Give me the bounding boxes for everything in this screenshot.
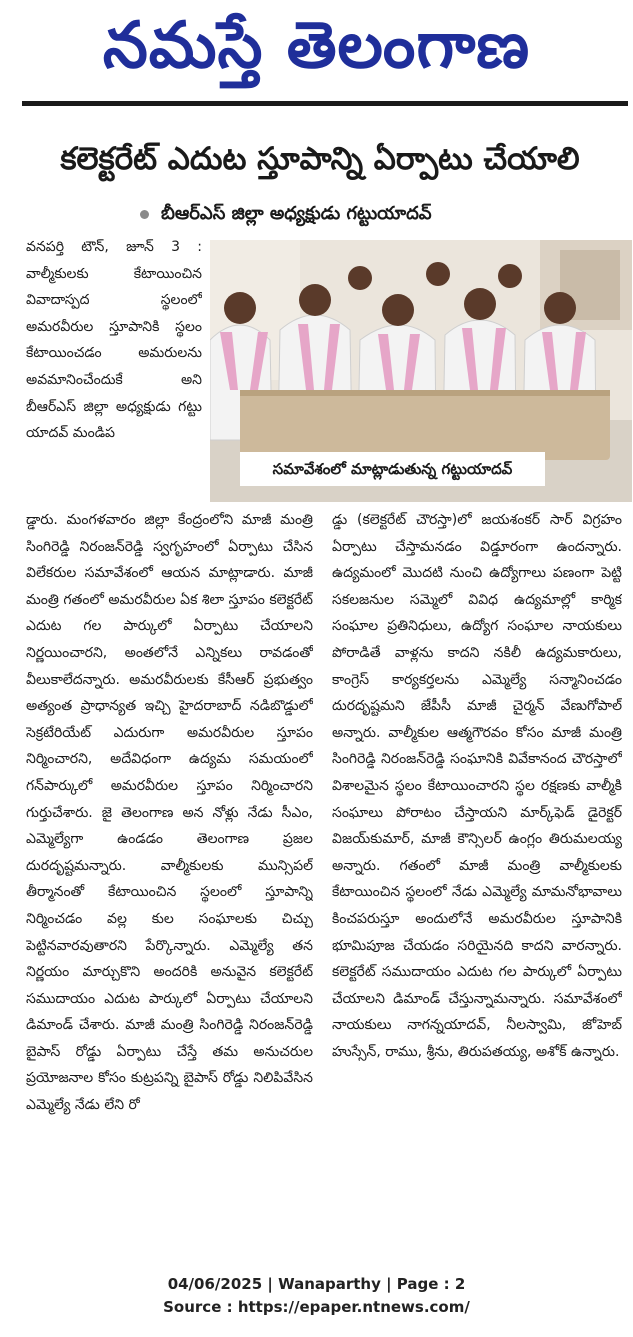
subhead-text: బీఆర్ఎస్ జిల్లా అధ్యక్షుడు గట్టుయాదవ్ xyxy=(161,203,432,224)
footer-source: Source : https://epaper.ntnews.com/ xyxy=(163,1298,470,1316)
footer-edition-info: 04/06/2025 | Wanaparthy | Page : 2 xyxy=(167,1275,466,1293)
article-column-left: డ్డారు. మంగళవారం జిల్లా కేంద్రంలోని మాజీ మంత్రి సింగిరెడ్డి నిరంజన్‌రెడ్డి స్వగృహంలో ఏర్పాటు చేసిన విలేకరుల సమావేశంలో ఆయన మాట్లాడారు. మాజీ మంత్రి గతంలో అమరవీరుల ఏక శిలా స్తూపం కలెక్టరేట్ ఎదుట గల పార్కులో ఏర్పాటు చేయాలని నిర్ణయించారని, అంతలోనే ఎన్నికలు రావడంతో వీలుకాలేదన్నారు. అమరవీరులకు కేసీఆర్ ప్రభుత్వం అత్యంత ప్రాధాన్యత ఇచ్చి హైదరాబాద్ నడిబొడ్డులో సెక్రటేరియేట్ ఎదురుగా అమరవీరుల స్తూపం నిర్మించారని, అదేవిధంగా ఉద్యమ సమయంలో గన్‌పార్కులో అమరవీరుల స్తూపం నిర్మించారని గుర్తుచేశారు. జై తెలంగాణ అన నోళ్లు నేడు సీఎం, ఎమ్మెల్యేగా ఉండడం తెలంగాణ ప్రజల దురదృష్టమన్నారు. వాల్మీకులకు మున్సిపల్ తీర్మానంతో కేటాయించిన స్థలంలో స్తూపాన్ని నిర్మించడం వల్ల కుల సంఘాలకు చిచ్చు పెట్టినవారవుతారని పేర్కొన్నారు. ఎమ్మెల్యే తన నిర్ణయం మార్చుకొని అందరికి అనువైన కలెక్టరేట్ సముదాయం ఎదుట పార్కులో ఏర్పాటు చేయాలని డిమాండ్ చేశారు. మాజీ మంత్రి సింగిరెడ్డి నిరంజన్‌రెడ్డి బైపాస్ రోడ్డు ఏర్పాటు చేస్తే తమ అనుచరుల ప్రయోజనాల కోసం కుట్రపన్ని బైపాస్ రోడ్డు నిలిపివేసిన ఎమ్మెల్యే నేడు లేని రో xyxy=(26,512,313,1114)
masthead-rule xyxy=(22,101,628,106)
bullet-icon xyxy=(140,210,149,219)
photo-caption: సమావేశంలో మాట్లాడుతున్న గట్టుయాదవ్ xyxy=(240,452,545,486)
article-headline: కలెక్టరేట్ ఎదుట స్తూపాన్ని ఏర్పాటు చేయాలి xyxy=(60,141,580,177)
masthead-title: నమస్తే తెలంగాణ xyxy=(102,9,531,83)
masthead xyxy=(0,0,633,105)
article-column-intro: వనపర్తి టౌన్, జూన్ 3 : వాల్మీకులకు కేటాయించిన వివాదాస్పద స్థలంలో అమరవీరుల స్తూపానికి స్థలం కేటాయించడం అమరులను అవమానించేందుకే అని బీఆర్ఎస్ జిల్లా అధ్యక్షుడు గట్టు యాదవ్ మండిప xyxy=(26,239,202,442)
article-column-right: డ్డు (కలెక్టరేట్ చౌరస్తా)లో జయశంకర్ సార్ విగ్రహం ఏర్పాటు చేస్తామనడం విడ్డూరంగా ఉందన్నారు. ఉద్యమంలో మొదటి నుంచి ఉద్యోగాలు పణంగా పెట్టి సకలజనుల సమ్మెలో వివిధ ఉద్యమాల్లో కార్మిక సంఘాల ప్రతినిధులు, ఉద్యోగ సంఘాల నాయకులు పోరాడితే వాళ్లను కాదని నకిలీ ఉద్యమకారులు, కాంగ్రెస్ కార్యకర్తలను ఎమ్మెల్యే సన్మానించడం దురదృష్టమని జేపీసీ మాజీ చైర్మన్ వేణుగోపాల్ అన్నారు. వాల్మీకుల ఆత్మగౌరవం కోసం మాజీ మంత్రి సింగిరెడ్డి నిరంజన్‌రెడ్డి సంఘానికి వివేకానంద చౌరస్తాలో విశాలమైన స్థలం కేటాయించారని స్థల రక్షణకు వాల్మీకి సంఘాలు పోరాటం చేస్తాయని మార్క్‌ఫెడ్ డైరెక్టర్ విజయ్‌కుమార్, మాజీ కౌన్సిలర్ ఉంగ్లం తిరుమలయ్య అన్నారు. గతంలో మాజీ మంత్రి వాల్మీకులకు కేటాయించిన స్థలంలో నేడు ఎమ్మెల్యే మామనోభావాలు కించపరుస్తూ అందులోనే అమరవీరుల స్తూపానికి భూమిపూజ చేయడం సరియైనది కాదని వారన్నారు. కలెక్టరేట్ సముదాయం ఎదుట గల పార్కులో ఏర్పాటు చేయాలని డిమాండ్ చేస్తున్నామన్నారు. సమావేశంలో నాయకులు నాగన్నయాదవ్, నీలస్వామి, జోహెబ్ హుస్సేన్, రాము, శ్రీను, తిరుపతయ్య, అశోక్ ఉన్నారు. xyxy=(332,512,622,1060)
article-subhead xyxy=(140,202,432,226)
